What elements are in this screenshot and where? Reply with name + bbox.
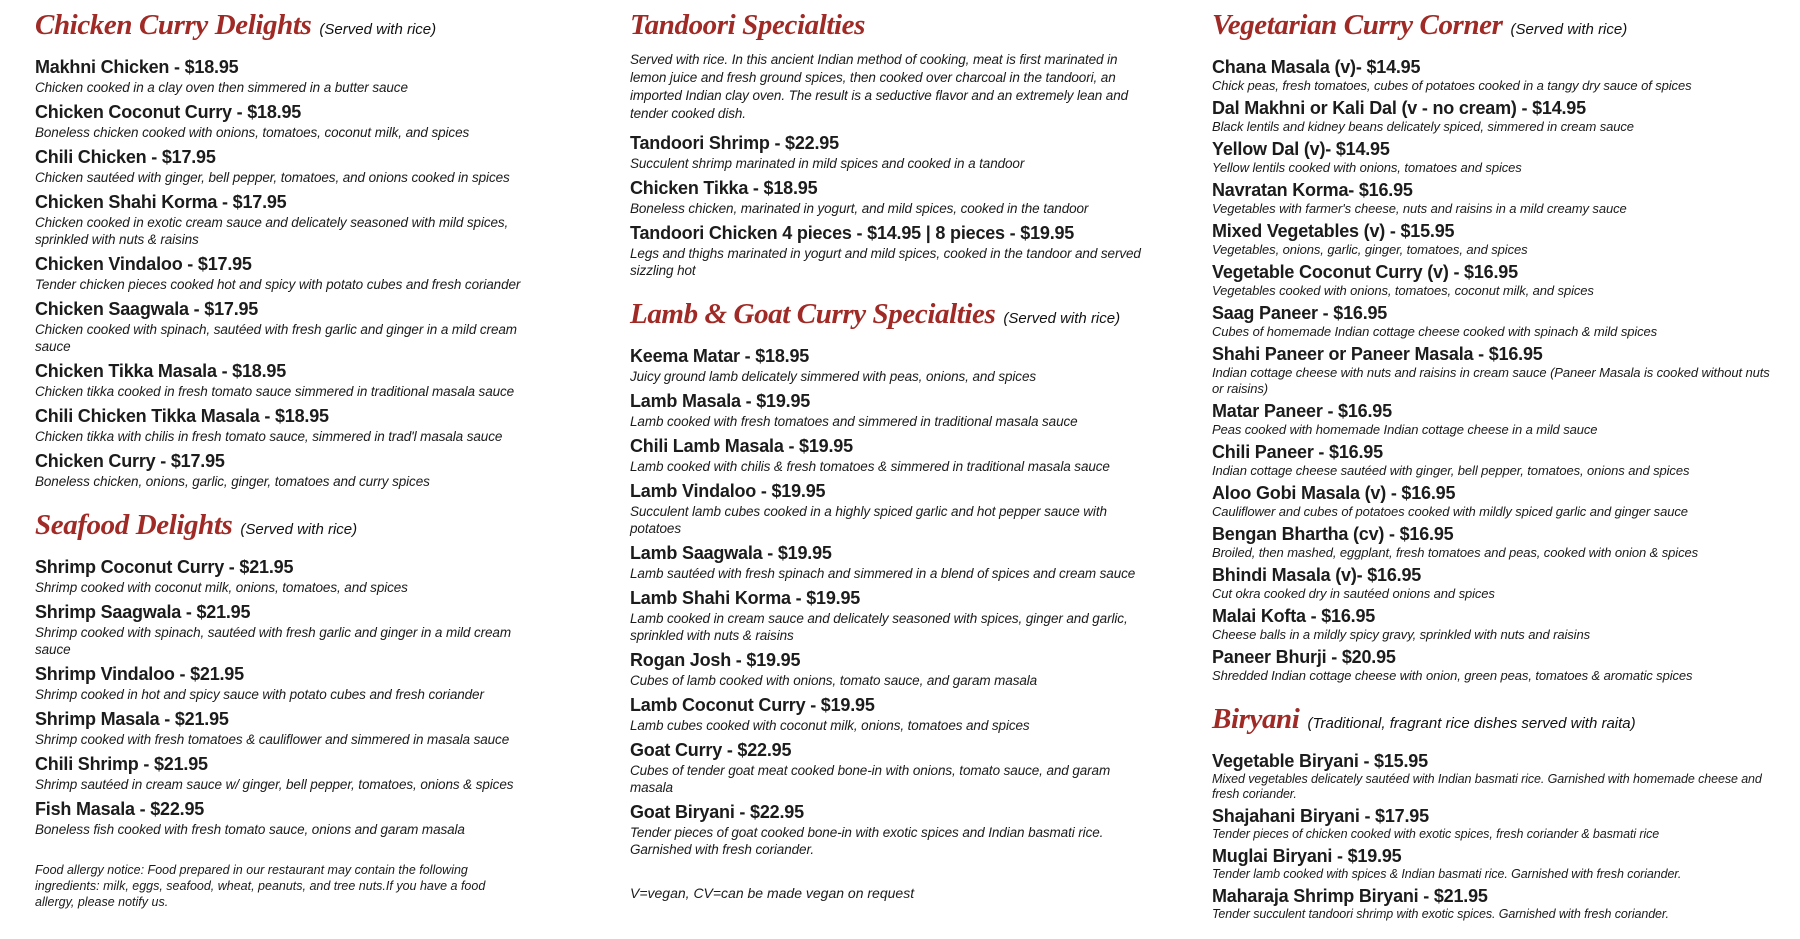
menu-item bbox=[1212, 179, 1777, 217]
item-name: Maharaja Shrimp Biryani - $21.95 bbox=[1212, 886, 1488, 906]
section-title: Biryani bbox=[1212, 703, 1300, 735]
menu-item bbox=[630, 132, 1155, 172]
item-description: Peas cooked with homemade Indian cottage cheese in a mild sauce bbox=[1212, 422, 1598, 437]
item-description: Succulent shrimp marinated in mild spices and cooked in a tandoor bbox=[630, 156, 1025, 171]
menu-item bbox=[1212, 343, 1777, 397]
item-name: Malai Kofta - $16.95 bbox=[1212, 606, 1376, 626]
item-name: Chana Masala (v)- $14.95 bbox=[1212, 57, 1421, 77]
section-title: Vegetarian Curry Corner bbox=[1212, 9, 1503, 41]
menu-section bbox=[1212, 702, 1777, 922]
section-header bbox=[35, 508, 535, 547]
menu-item bbox=[1212, 845, 1777, 882]
menu-item bbox=[630, 694, 1155, 734]
menu-item bbox=[35, 556, 535, 596]
section-header bbox=[1212, 8, 1777, 47]
item-description: Lamb cooked with chilis & fresh tomatoes & simmered in traditional masala sauce bbox=[630, 459, 1110, 474]
menu-section bbox=[630, 297, 1155, 902]
item-description: Chicken sautéed with ginger, bell pepper, tomatoes, and onions cooked in spices bbox=[35, 170, 510, 185]
column-footnote: Food allergy notice: Food prepared in our restaurant may contain the following ingredients: milk, eggs, seafood, wheat, peanuts, and tree nuts.If you have a food allergy, please notify us. bbox=[35, 863, 486, 909]
menu-item bbox=[1212, 750, 1777, 802]
item-name: Shrimp Vindaloo - $21.95 bbox=[35, 664, 244, 684]
menu-item bbox=[630, 177, 1155, 217]
item-name: Lamb Coconut Curry - $19.95 bbox=[630, 695, 875, 715]
item-description: Cauliflower and cubes of potatoes cooked with mildly spiced garlic and ginger sauce bbox=[1212, 504, 1688, 519]
item-description: Juicy ground lamb delicately simmered with peas, onions, and spices bbox=[630, 369, 1037, 384]
item-description: Chicken cooked in exotic cream sauce and delicately seasoned with mild spices, sprinkled with nuts & raisins bbox=[35, 215, 509, 247]
item-name: Shrimp Coconut Curry - $21.95 bbox=[35, 557, 294, 577]
item-description: Mixed vegetables delicately sautéed with Indian basmati rice. Garnished with homemade cheese and fresh coriander. bbox=[1212, 772, 1762, 801]
menu-item bbox=[35, 56, 535, 96]
section-subtitle: (Served with rice) bbox=[240, 521, 358, 538]
item-description: Cubes of tender goat meat cooked bone-in with onions, tomato sauce, and garam masala bbox=[630, 763, 1111, 795]
item-name: Muglai Biryani - $19.95 bbox=[1212, 846, 1402, 866]
item-name: Mixed Vegetables (v) - $15.95 bbox=[1212, 221, 1455, 241]
item-name: Navratan Korma- $16.95 bbox=[1212, 180, 1413, 200]
section-header bbox=[630, 297, 1155, 336]
item-description: Boneless chicken, marinated in yogurt, and mild spices, cooked in the tandoor bbox=[630, 201, 1089, 216]
item-description: Cheese balls in a mildly spicy gravy, sprinkled with nuts and raisins bbox=[1212, 627, 1590, 642]
item-name: Makhni Chicken - $18.95 bbox=[35, 57, 239, 77]
item-description: Lamb cooked with fresh tomatoes and simmered in traditional masala sauce bbox=[630, 414, 1078, 429]
menu-item bbox=[1212, 885, 1777, 922]
item-description: Cubes of homemade Indian cottage cheese cooked with spinach & mild spices bbox=[1212, 324, 1658, 339]
item-description: Boneless chicken, onions, garlic, ginger, tomatoes and curry spices bbox=[35, 474, 430, 489]
item-description: Succulent lamb cubes cooked in a highly spiced garlic and hot pepper sauce with potatoes bbox=[630, 504, 1107, 536]
item-name: Vegetable Biryani - $15.95 bbox=[1212, 751, 1428, 771]
item-description: Cubes of lamb cooked with onions, tomato sauce, and garam masala bbox=[630, 673, 1038, 688]
item-description: Tender pieces of chicken cooked with exotic spices, fresh coriander & basmati rice bbox=[1212, 827, 1660, 841]
item-description: Black lentils and kidney beans delicately spiced, simmered in cream sauce bbox=[1212, 119, 1634, 134]
menu-column-1 bbox=[35, 8, 535, 923]
item-description: Tender chicken pieces cooked hot and spicy with potato cubes and fresh coriander bbox=[35, 277, 521, 292]
menu-item bbox=[1212, 261, 1777, 299]
item-description: Chicken cooked in a clay oven then simmered in a butter sauce bbox=[35, 80, 408, 95]
menu-item bbox=[1212, 400, 1777, 438]
item-name: Chicken Shahi Korma - $17.95 bbox=[35, 192, 287, 212]
menu-column-2 bbox=[630, 8, 1155, 916]
menu-item bbox=[1212, 482, 1777, 520]
menu-section bbox=[35, 508, 535, 910]
menu-item bbox=[630, 542, 1155, 582]
menu-column-3 bbox=[1212, 8, 1777, 925]
item-description: Vegetables with farmer's cheese, nuts and raisins in a mild creamy sauce bbox=[1212, 201, 1627, 216]
menu-item bbox=[1212, 56, 1777, 94]
item-description: Lamb cooked in cream sauce and delicately seasoned with spices, ginger and garlic, sprinkled with nuts & raisins bbox=[630, 611, 1128, 643]
item-description: Shrimp sautéed in cream sauce w/ ginger, bell pepper, tomatoes, onions & spices bbox=[35, 777, 514, 792]
menu-item bbox=[35, 360, 535, 400]
section-subtitle: (Served with rice) bbox=[319, 21, 437, 38]
item-name: Bhindi Masala (v)- $16.95 bbox=[1212, 565, 1422, 585]
item-description: Indian cottage cheese with nuts and raisins in cream sauce (Paneer Masala is cooked without nuts or raisins) bbox=[1212, 365, 1770, 396]
item-description: Indian cottage cheese sautéed with ginger, bell pepper, tomatoes, onions and spices bbox=[1212, 463, 1690, 478]
item-description: Lamb sautéed with fresh spinach and simmered in a blend of spices and cream sauce bbox=[630, 566, 1136, 581]
item-name: Chili Chicken - $17.95 bbox=[35, 147, 216, 167]
item-name: Chili Paneer - $16.95 bbox=[1212, 442, 1383, 462]
column-footnote: V=vegan, CV=can be made vegan on request bbox=[630, 885, 915, 901]
menu-item bbox=[1212, 564, 1777, 602]
item-name: Fish Masala - $22.95 bbox=[35, 799, 205, 819]
menu-item bbox=[35, 663, 535, 703]
menu-item bbox=[35, 101, 535, 141]
item-name: Chili Chicken Tikka Masala - $18.95 bbox=[35, 406, 329, 426]
item-name: Shrimp Saagwala - $21.95 bbox=[35, 602, 251, 622]
item-name: Tandoori Chicken 4 pieces - $14.95 | 8 pieces - $19.95 bbox=[630, 223, 1075, 243]
item-description: Chicken tikka with chilis in fresh tomato sauce, simmered in trad'l masala sauce bbox=[35, 429, 503, 444]
item-description: Chicken tikka cooked in fresh tomato sauce simmered in traditional masala sauce bbox=[35, 384, 515, 399]
item-description: Chicken cooked with spinach, sautéed with fresh garlic and ginger in a mild cream sauce bbox=[35, 322, 517, 354]
menu-item bbox=[1212, 138, 1777, 176]
item-name: Chicken Tikka - $18.95 bbox=[630, 178, 818, 198]
item-name: Bengan Bhartha (cv) - $16.95 bbox=[1212, 524, 1454, 544]
item-name: Paneer Bhurji - $20.95 bbox=[1212, 647, 1396, 667]
menu-item bbox=[35, 753, 535, 793]
item-name: Shahi Paneer or Paneer Masala - $16.95 bbox=[1212, 344, 1543, 364]
section-intro: Served with rice. In this ancient Indian method of cooking, meat is first marinated in lemon juice and fresh ground spices, then cooked over charcoal in the tandoori, an imported Indian clay oven. The result is a seductive flavor and an extremely lean and tender cooked dish. bbox=[630, 52, 1129, 121]
item-name: Chicken Curry - $17.95 bbox=[35, 451, 225, 471]
item-name: Yellow Dal (v)- $14.95 bbox=[1212, 139, 1390, 159]
item-name: Vegetable Coconut Curry (v) - $16.95 bbox=[1212, 262, 1518, 282]
section-header bbox=[1212, 702, 1777, 741]
menu-item bbox=[35, 708, 535, 748]
item-description: Shredded Indian cottage cheese with onion, green peas, tomatoes & aromatic spices bbox=[1212, 668, 1693, 683]
item-name: Matar Paneer - $16.95 bbox=[1212, 401, 1392, 421]
menu-item bbox=[35, 146, 535, 186]
section-subtitle: (Served with rice) bbox=[1510, 21, 1628, 38]
menu-item bbox=[35, 601, 535, 658]
item-description: Boneless chicken cooked with onions, tomatoes, coconut milk, and spices bbox=[35, 125, 470, 140]
menu-item bbox=[630, 222, 1155, 279]
section-title: Lamb & Goat Curry Specialties bbox=[630, 298, 996, 330]
item-name: Keema Matar - $18.95 bbox=[630, 346, 810, 366]
menu-item bbox=[630, 801, 1155, 858]
item-name: Tandoori Shrimp - $22.95 bbox=[630, 133, 839, 153]
menu-item bbox=[35, 405, 535, 445]
menu-item bbox=[630, 587, 1155, 644]
menu-item bbox=[1212, 605, 1777, 643]
menu-item bbox=[1212, 302, 1777, 340]
menu-item bbox=[1212, 220, 1777, 258]
item-name: Rogan Josh - $19.95 bbox=[630, 650, 801, 670]
section-title: Tandoori Specialties bbox=[630, 9, 866, 41]
item-description: Boneless fish cooked with fresh tomato sauce, onions and garam masala bbox=[35, 822, 465, 837]
item-name: Chicken Coconut Curry - $18.95 bbox=[35, 102, 302, 122]
item-description: Shrimp cooked in hot and spicy sauce with potato cubes and fresh coriander bbox=[35, 687, 484, 702]
item-description: Lamb cubes cooked with coconut milk, onions, tomatoes and spices bbox=[630, 718, 1030, 733]
item-description: Tender lamb cooked with spices & Indian basmati rice. Garnished with fresh coriander. bbox=[1212, 867, 1682, 881]
menu-item bbox=[630, 480, 1155, 537]
menu-section bbox=[1212, 8, 1777, 684]
item-name: Shajahani Biryani - $17.95 bbox=[1212, 806, 1429, 826]
item-description: Tender pieces of goat cooked bone-in with exotic spices and Indian basmati rice. Garnished with fresh coriander. bbox=[630, 825, 1104, 857]
item-name: Aloo Gobi Masala (v) - $16.95 bbox=[1212, 483, 1456, 503]
menu-item bbox=[1212, 805, 1777, 842]
menu-item bbox=[1212, 441, 1777, 479]
menu-item bbox=[35, 253, 535, 293]
section-header bbox=[630, 8, 1155, 42]
item-name: Lamb Masala - $19.95 bbox=[630, 391, 811, 411]
menu-item bbox=[630, 649, 1155, 689]
item-name: Lamb Vindaloo - $19.95 bbox=[630, 481, 826, 501]
menu-section bbox=[630, 8, 1155, 279]
item-description: Shrimp cooked with coconut milk, onions, tomatoes, and spices bbox=[35, 580, 408, 595]
menu-item bbox=[35, 450, 535, 490]
section-header bbox=[35, 8, 535, 47]
item-description: Shrimp cooked with fresh tomatoes & cauliflower and simmered in masala sauce bbox=[35, 732, 510, 747]
section-subtitle: (Traditional, fragrant rice dishes served with raita) bbox=[1307, 715, 1636, 732]
item-description: Tender succulent tandoori shrimp with exotic spices. Garnished with fresh coriander. bbox=[1212, 907, 1669, 921]
item-name: Chicken Saagwala - $17.95 bbox=[35, 299, 259, 319]
item-description: Legs and thighs marinated in yogurt and mild spices, cooked in the tandoor and served sizzling hot bbox=[630, 246, 1141, 278]
item-name: Chicken Vindaloo - $17.95 bbox=[35, 254, 252, 274]
menu-item bbox=[630, 345, 1155, 385]
item-description: Vegetables cooked with onions, tomatoes, coconut milk, and spices bbox=[1212, 283, 1594, 298]
item-name: Dal Makhni or Kali Dal (v - no cream) - $14.95 bbox=[1212, 98, 1586, 118]
menu-section bbox=[35, 8, 535, 490]
menu-item bbox=[1212, 646, 1777, 684]
item-description: Vegetables, onions, garlic, ginger, tomatoes, and spices bbox=[1212, 242, 1528, 257]
menu-item bbox=[35, 798, 535, 838]
menu-item bbox=[630, 435, 1155, 475]
item-name: Lamb Saagwala - $19.95 bbox=[630, 543, 832, 563]
section-subtitle: (Served with rice) bbox=[1003, 310, 1121, 327]
menu-item bbox=[1212, 523, 1777, 561]
item-description: Broiled, then mashed, eggplant, fresh tomatoes and peas, cooked with onion & spices bbox=[1212, 545, 1699, 560]
menu-item bbox=[630, 390, 1155, 430]
menu-item bbox=[35, 191, 535, 248]
section-title: Chicken Curry Delights bbox=[35, 9, 312, 41]
menu-item bbox=[35, 298, 535, 355]
item-name: Chili Lamb Masala - $19.95 bbox=[630, 436, 853, 456]
item-description: Shrimp cooked with spinach, sautéed with fresh garlic and ginger in a mild cream sauce bbox=[35, 625, 511, 657]
item-name: Goat Biryani - $22.95 bbox=[630, 802, 804, 822]
item-name: Lamb Shahi Korma - $19.95 bbox=[630, 588, 861, 608]
menu-item bbox=[1212, 97, 1777, 135]
item-name: Goat Curry - $22.95 bbox=[630, 740, 792, 760]
item-description: Yellow lentils cooked with onions, tomatoes and spices bbox=[1212, 160, 1522, 175]
item-name: Chicken Tikka Masala - $18.95 bbox=[35, 361, 287, 381]
item-name: Shrimp Masala - $21.95 bbox=[35, 709, 229, 729]
item-name: Chili Shrimp - $21.95 bbox=[35, 754, 208, 774]
item-description: Cut okra cooked dry in sautéed onions and spices bbox=[1212, 586, 1495, 601]
section-title: Seafood Delights bbox=[35, 509, 233, 541]
menu-item bbox=[630, 739, 1155, 796]
item-name: Saag Paneer - $16.95 bbox=[1212, 303, 1388, 323]
item-description: Chick peas, fresh tomatoes, cubes of potatoes cooked in a tangy dry sauce of spices bbox=[1212, 78, 1692, 93]
